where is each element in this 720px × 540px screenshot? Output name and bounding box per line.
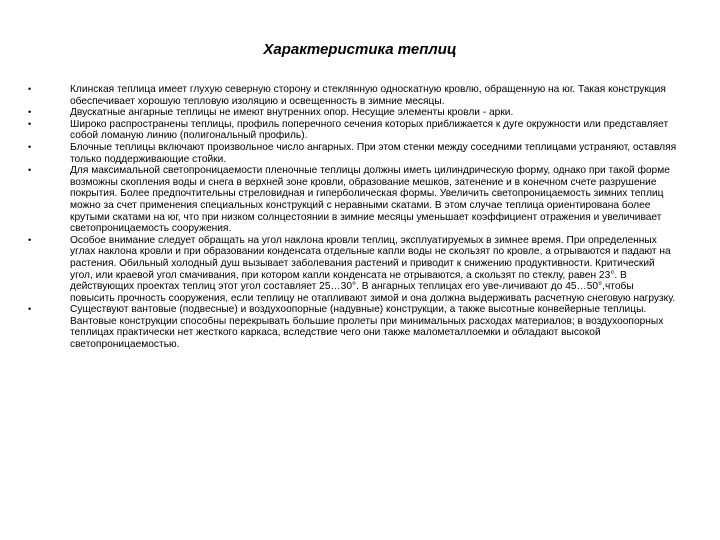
list-item-text: Двускатные ангарные теплицы не имеют внутренних опор. Несущие элементы кровли - арки. [70,107,514,119]
bullet-icon: • [28,141,32,152]
list-item-text: Особое внимание следует обращать на угол наклона кровли теплиц, эксплуатируемых в зимнее время. При определенных углах наклона кровли и при образовании конденсата отдельные капли воды не скользят по кровле, а отрываются и падают на растения. Обильный холодный душ вызывает заболевания растений и приводит к снижению продуктивности. Критический угол, или краевой угол смачивания, при котором капли конденсата не отрываются, а скользят по стеклу, равен 23°. В действующих проектах теплиц этот угол составляет 25…30°. В ангарных теплицах его уве-личивают до 45…50°,чтобы повысить прочность сооружения, если теплицу не отапливают зимой и она должна выдерживать расчетную снеговую нагрузку. [70,234,676,304]
list-item-text: Широко распространены теплицы, профиль поперечного сечения которых приближается к дуге окружности или представляет собой ломаную линию (полигональный профиль). [70,118,669,142]
list-item-text: Для максимальной светопроницаемости пленочные теплицы должны иметь цилиндрическую форму, однако при такой форме возможны скопления воды и снега в верхней зоне кровли, образование мешков, затенение и в конечном счете разрушение покрытия. Более предпочтительны стреловидная и гиперболическая формы. Увеличить светопроницаемость зимних теплиц можно за счет применения специальных конструкций с неравными скатами. В этом случае теплица ориентирована более крутыми скатами на юг, что при низком солнцестоянии в зимние месяцы уменьшает коэффициент отражения и увеличивает светопроницаемость сооружения. [70,165,670,235]
list-item-text: Блочные теплицы включают произвольное число ангарных. При этом стенки между соседними теплицами устраняют, оставляя только поддерживающие стойки. [70,141,677,165]
bullet-icon: • [28,118,32,129]
list-item [28,107,680,119]
bullet-icon: • [28,107,32,118]
bullet-list [28,84,680,351]
list-item-text: Клинская теплица имеет глухую северную сторону и стеклянную односкатную кровлю, обращенную на юг. Такая конструкция обеспечивает хорошую тепловую изоляцию и освещенность в зимние месяцы. [70,84,666,107]
slide-title: Характеристика теплиц [263,41,457,58]
list-item [28,235,680,305]
list-item [28,142,680,165]
bullet-icon: • [28,84,32,94]
bullet-icon: • [28,304,32,315]
bullet-icon: • [28,165,32,176]
list-item [28,165,680,235]
bullet-icon: • [28,234,32,245]
list-item-text: Существуют вантовые (подвесные) и воздухоопорные (надувные) конструкции, а также высотные конвейерные теплицы. Вантовые конструкции способны перекрывать большие пролеты при минимальных расходах материалов; в воздухоопорных теплицах практически нет жесткого каркаса, вследствие чего они также малометаллоемки и обладают высокой светопроницаемостью. [70,304,664,351]
list-item [28,119,680,142]
list-item [28,304,680,350]
list-item [28,84,680,107]
